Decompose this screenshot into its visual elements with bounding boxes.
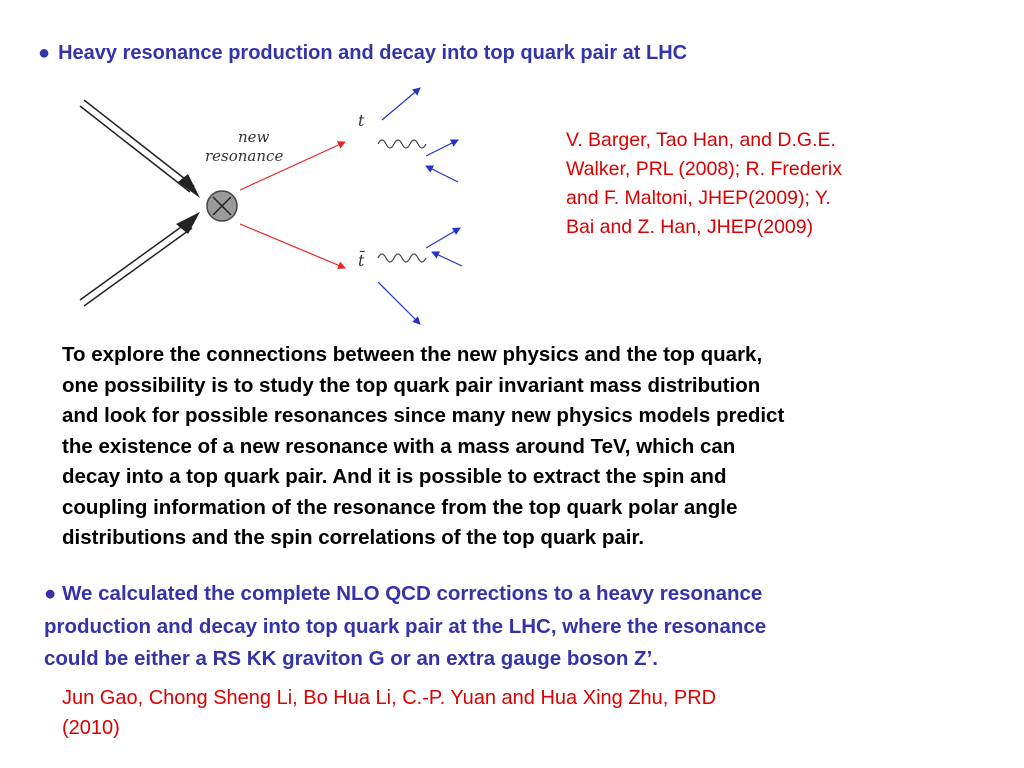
top-w-boson	[378, 140, 426, 148]
heading-bullet: ●	[38, 42, 51, 64]
reference-line: and F. Maltoni, JHEP(2009); Y.	[566, 187, 831, 209]
body-line: distributions and the spin correlations of the top quark pair.	[62, 526, 645, 549]
reference-line: V. Barger, Tao Han, and D.G.E.	[566, 129, 836, 151]
body-line: one possibility is to study the top quark pair invariant mass distribution	[62, 373, 761, 397]
body-line: To explore the connections between the new physics and the top quark,	[62, 343, 763, 366]
reference-line: Bai and Z. Han, JHEP(2009)	[566, 216, 814, 238]
antitop-line	[240, 224, 345, 268]
new-label: new	[238, 128, 270, 146]
top-b-quark	[382, 88, 420, 120]
incoming-beam-lower	[80, 212, 200, 306]
bullet-nlo-qcd	[44, 578, 974, 676]
reference-line: (2010)	[62, 717, 120, 739]
incoming-beam-upper	[80, 100, 200, 198]
antitop-label: t̄	[358, 251, 365, 270]
slide-heading	[38, 42, 687, 65]
antitop-w-decay-1	[426, 228, 460, 248]
top-label: t	[358, 111, 365, 130]
reference-line: Jun Gao, Chong Sheng Li, Bo Hua Li, C.-P. Yuan and Hua Xing Zhu, PRD	[62, 687, 717, 709]
references-bottom	[62, 683, 962, 743]
bullet-line: ● We calculated the complete NLO QCD corrections to a heavy resonance	[44, 582, 763, 605]
top-w-decay-1	[426, 140, 458, 156]
antitop-w-boson	[378, 254, 426, 262]
top-w-decay-2	[426, 166, 458, 182]
body-paragraph	[62, 340, 982, 554]
bullet-line: production and decay into top quark pair at the LHC, where the resonance	[44, 614, 767, 638]
antitop-b-quark	[378, 282, 420, 324]
heading-text: Heavy resonance production and decay into top quark pair at LHC	[58, 42, 688, 64]
references-top	[566, 126, 946, 242]
body-line: decay into a top quark pair. And it is possible to extract the spin and	[62, 465, 727, 488]
resonance-label: resonance	[205, 147, 284, 165]
antitop-w-decay-2	[432, 252, 462, 266]
body-line: coupling information of the resonance from the top quark polar angle	[62, 495, 738, 519]
feynman-diagram	[60, 82, 480, 332]
bullet-line: could be either a RS KK graviton G or an extra gauge boson Z’.	[44, 647, 658, 670]
reference-line: Walker, PRL (2008); R. Frederix	[566, 158, 842, 180]
resonance-vertex	[207, 191, 237, 221]
body-line: and look for possible resonances since many new physics models predict	[62, 404, 785, 427]
body-line: the existence of a new resonance with a mass around TeV, which can	[62, 434, 736, 458]
